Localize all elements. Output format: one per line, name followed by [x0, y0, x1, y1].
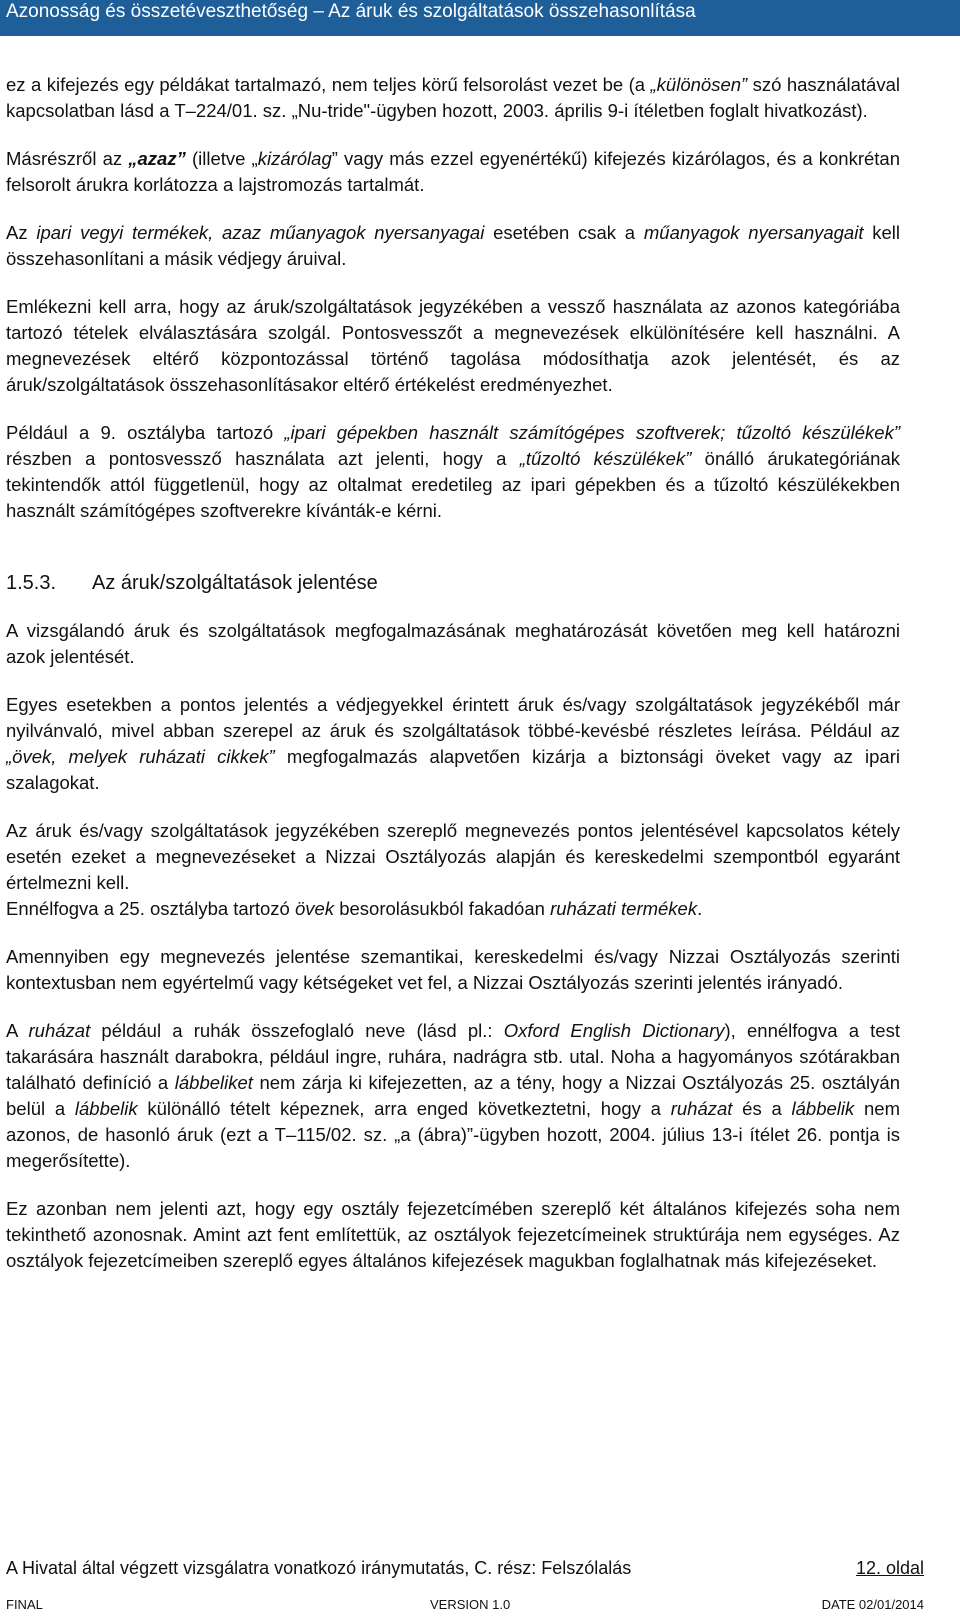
- paragraph: Amennyiben egy megnevezés jelentése szemantikai, kereskedelmi és/vagy Nizzai Osztályozás szerinti kontextusban nem egyértelmű vagy kétségeket vet fel, a Nizzai Osztályozás szerinti jelentés irányadó.: [6, 946, 900, 993]
- page-number: 12. oldal: [855, 1558, 924, 1578]
- running-header: [0, 0, 960, 36]
- paragraph: A ruházat például a ruhák összefoglaló neve (lásd pl.: Oxford English Dictionary), ennélfogva a test takarására használt darabokra, például ingre, ruhára, nadrágra stb. utal. Noha a hagyományos szótárakban található definíció a lábbeliket nem zárja ki kifejezetten, az a tény, hogy a Nizzai Osztályozás 25. osztályán belül a lábbelik különálló tételt képeznek, arra enged következtetni, hogy a ruházat és a lábbelik nem azonos, de hasonló áruk (ezt a T–115/02. sz. „a (ábra)”-ügyben hozott, 2004. július 13-i ítélet 26. pontja is megerősítette).: [6, 1020, 900, 1171]
- paragraph: Másrészről az „azaz” (illetve „kizárólag” vagy más ezzel egyenértékű) kifejezés kizárólagos, és a konkrétan felsorolt árukra korlátozza a lajstromozás tartalmát.: [6, 148, 900, 195]
- footer-status: FINAL: [6, 1597, 43, 1612]
- paragraph: Például a 9. osztályba tartozó „ipari gépekben használt számítógépes szoftverek; tűzoltó készülékek” részben a pontosvessző használata azt jelenti, hogy a „tűzoltó készülékek” önálló árukategóriának tekintendők attól függetlenül, hogy az oltalmat eredetileg az ipari gépekben és a tűzoltó készülékekben használt számítógépes szoftverekre kívánták-e kérni.: [6, 422, 901, 521]
- paragraph: A vizsgálandó áruk és szolgáltatások megfogalmazásának meghatározását követően meg kell határozni azok jelentését.: [6, 620, 900, 667]
- page-footer: [6, 1557, 924, 1579]
- paragraph: Az áruk és/vagy szolgáltatások jegyzékében szereplő megnevezés pontos jelentésével kapcsolatos kétely esetén ezeket a megnevezéseket a Nizzai Osztályozás alapján és kereskedelmi szempontból egyaránt értelmezni kell.: [6, 820, 900, 893]
- paragraph: Az ipari vegyi termékek, azaz műanyagok nyersanyagai esetében csak a műanyagok nyersanyagait kell összehasonlítani a másik védjegy áruival.: [6, 222, 901, 269]
- paragraph: Ez azonban nem jelenti azt, hogy egy osztály fejezetcímében szereplő két általános kifejezés soha nem tekinthető azonosnak. Amint azt fent említettük, az osztályok fejezetcímeinek struktúrája nem egységes. Az osztályok fejezetcímeiben szereplő egyes általános kifejezések magukban foglalhatnak más kifejezéseket.: [6, 1198, 900, 1271]
- paragraph: Egyes esetekben a pontos jelentés a védjegyekkel érintett áruk és/vagy szolgáltatások jegyzékéből már nyilvánvaló, mivel abban szerepel az áruk és szolgáltatások többé-kevésbé részletes leírása. Például az „övek, melyek ruházati cikkek” megfogalmazás alapvetően kizárja a biztonsági öveket vagy az ipari szalagokat.: [6, 694, 900, 793]
- version-footer: [6, 1596, 924, 1614]
- footer-version: VERSION 1.0: [430, 1597, 511, 1612]
- header-title: Azonosság és összetéveszthetőség – Az áruk és szolgáltatások összehasonlítása: [6, 1, 696, 22]
- section-title: Az áruk/szolgáltatások jelentése: [92, 572, 378, 594]
- paragraph: Ennélfogva a 25. osztályba tartozó övek besorolásukból fakadóan ruházati termékek.: [6, 898, 703, 919]
- section-number: 1.5.3.: [6, 572, 57, 594]
- paragraph: ez a kifejezés egy példákat tartalmazó, nem teljes körű felsorolást vezet be (a „különösen” szó használatával kapcsolatban lásd a T–224/01. sz. „Nu-tride"-ügyben hozott, 2003. április 9-i ítéletben foglalt hivatkozást).: [6, 74, 900, 121]
- section-heading: [6, 570, 900, 596]
- document-body: [6, 72, 900, 1296]
- footer-date: DATE 02/01/2014: [821, 1597, 924, 1612]
- paragraph: Emlékezni kell arra, hogy az áruk/szolgáltatások jegyzékében a vessző használata az azonos kategóriába tartozó tételek elválasztására szolgál. Pontosvesszőt a megnevezések elkülönítésére kell használni. A megnevezések eltérő központozással történő tagolása módosíthatja azok jelentését, és az áruk/szolgáltatások összehasonlításakor eltérő értékelést eredményezhet.: [6, 296, 900, 395]
- footer-document-title: A Hivatal által végzett vizsgálatra vonatkozó iránymutatás, C. rész: Felszólalás: [6, 1558, 632, 1578]
